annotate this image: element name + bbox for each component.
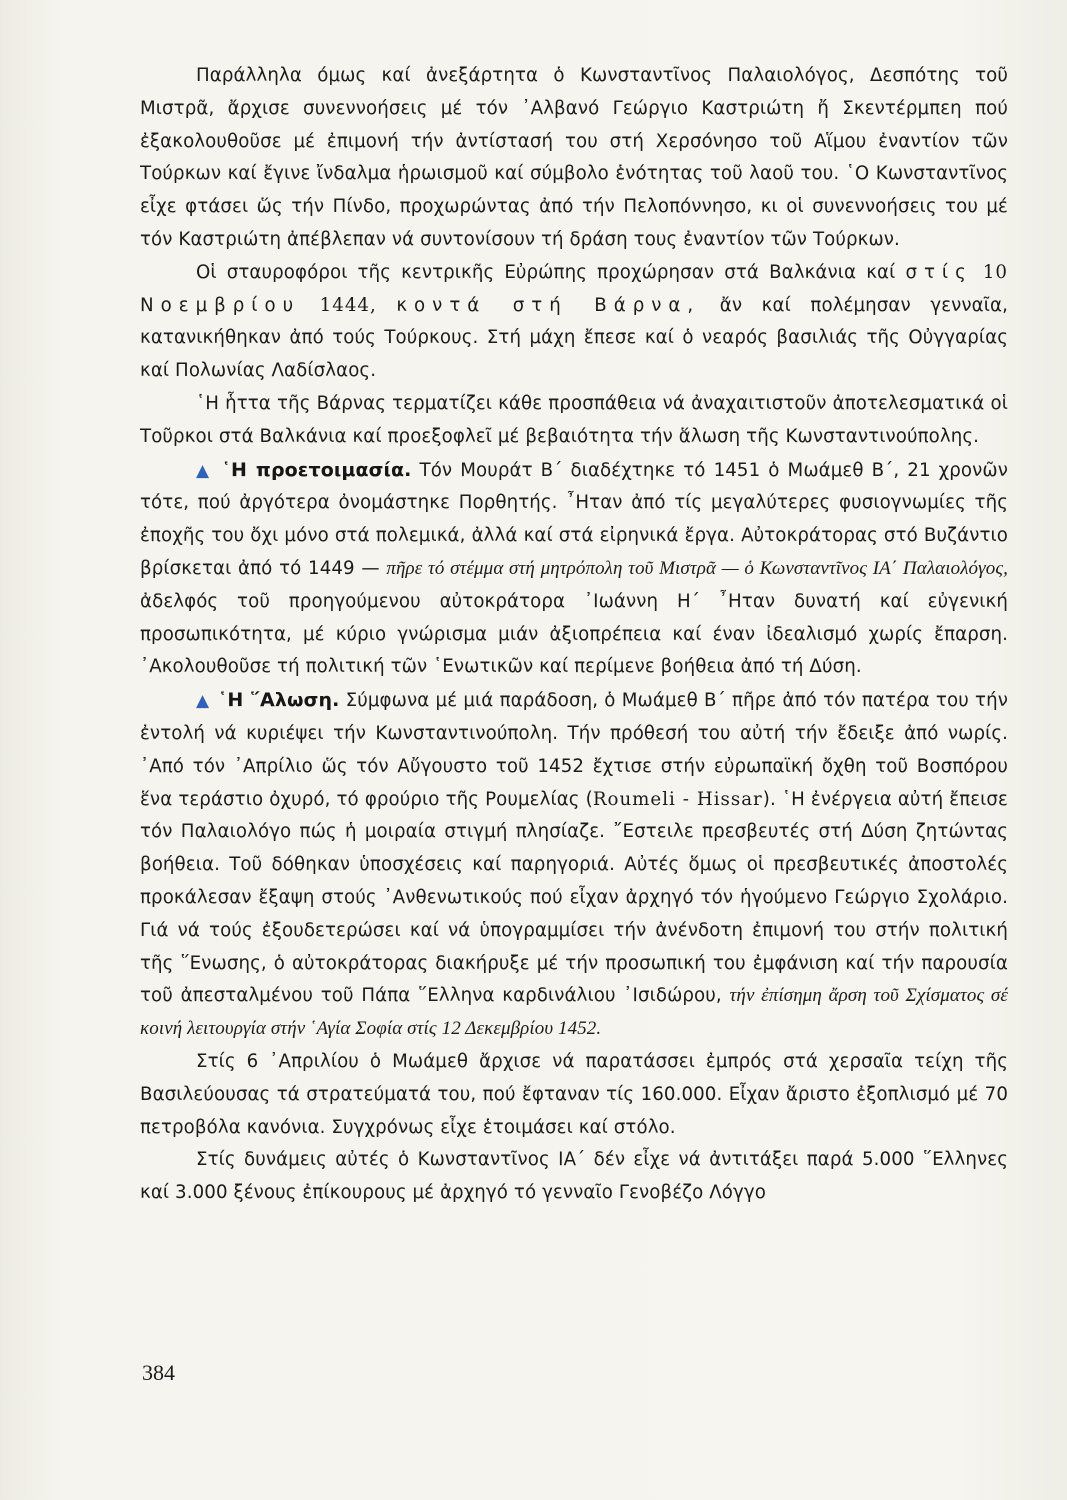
fall-italic: τήν ἐπίσημη ἄρση τοῦ Σχίσματος σέ κοινή λειτουργία στήν ῾Αγία Σοφία στίς 12 Δεκεμβρίου 1452. — [140, 985, 1008, 1040]
preparation-text-a: Τόν Μουράτ Β΄ διαδέχτηκε τό 1451 ὁ Μωάμεθ Β΄, 21 χρονῶν τότε, πού ἀργότερα ὀνομάστηκε Πορθητής. ῏Ηταν ἀπό τίς μεγαλύτερες φυσιογνωμίες τῆς ἐποχῆς του ὄχι μόνο στά πολεμικά, ἀλλά καί στά εἰρηνικά ἔργα. Αὐτοκράτορας στό Βυζάντιο βρίσκεται ἀπό τό 1449 — — [140, 459, 1008, 579]
spaced-word-noemvriou: Νοεμβρίου — [140, 294, 301, 316]
fall-roumeli-hissar: Roumeli - Hissar — [592, 788, 763, 810]
fall-text-b: ). ῾Η ἐνέργεια αὐτή ἔπεισε τόν Παλαιολόγο πώς ἡ μοιραία στιγμή πλησίαζε. ῎Εστειλε πρεσβευτές στή Δύση ζητώντας βοήθεια. Τοῦ δόθηκαν ὑποσχέσεις καί παρηγοριά. Αὐτές ὅμως οἱ πρεσβευτικές ἀποστολές προκάλεσαν ἔξαψη στούς ᾿Ανθενωτικούς πού εἶχαν ἀρχηγό τόν ἡγούμενο Γεώργιο Σχολάριο. Γιά νά τούς ἐξουδετερώσει καί νά ὑπογραμμίσει τήν ἀνένδοτη ἐπιμονή του στήν πολιτική τῆς ῞Ενωσης, ὁ αὐτοκράτορας διακήρυξε μέ τήν προσωπική του ἐμφάνιση καί τήν παρουσία τοῦ ἀπεσταλμένου τοῦ Πάπα ῞Ελληνα καρδινάλιου ᾿Ισιδώρου, — [140, 788, 1008, 1007]
section-preparation — [140, 454, 1008, 685]
spaced-word-stis: στίς — [905, 261, 973, 283]
intro-paragraph-1: Παράλληλα όμως καί ἀνεξάρτητα ὁ Κωνσταντῖνος Παλαιολόγος, Δεσπότης τοῦ Μιστρᾶ, ἄρχισε συνεννοήσεις μέ τόν ᾿Αλβανό Γεώργιο Καστριώτη ἤ Σκεντέρμπεη πού ἐξακολουθοῦσε μέ ἐπιμονή τήν ἀντίστασή του στή Χερσόνησο τοῦ Αἵμου ἐναντίον τῶν Τούρκων καί ἔγινε ἴνδαλμα ἡρωισμοῦ καί σύμβολο ἑνότητας τοῦ λαοῦ του. ῾Ο Κωνσταντῖνος εἶχε φτάσει ὥς τήν Πίνδο, προχωρώντας ἀπό τήν Πελοπόννησο, κι οἱ συνεννοήσεις του μέ τόν Καστριώτη ἀπέβλεπαν νά συντονίσουν τή δράση τους ἐναντίον τῶν Τούρκων. — [140, 65, 1008, 250]
fall-text-a: Σύμφωνα μέ μιά παράδοση, ὁ Μωάμεθ Β΄ πῆρε ἀπό τόν πατέρα του τήν ἐντολή νά κυριέψει τήν Κωνσταντινούπολη. Τήν πρόθεσή του αὐτή τήν ἔδειξε ἀπό νωρίς. ᾿Από τόν ᾿Απρίλιο ὥς τόν Αὔγουστο τοῦ 1452 ἔχτισε στήν εὐρωπαϊκή ὄχθη τοῦ Βοσπόρου ἕνα τεράστιο ὀχυρό, τό φρούριο τῆς Ρουμελίας ( — [140, 690, 1008, 810]
section-heading-preparation: ῾Η προετοιμασία. — [221, 458, 412, 481]
preparation-italic: πῆρε τό στέμμα στή μητρόπολη τοῦ Μιστρᾶ — ὁ Κωνσταντῖνος ΙΑ΄ Παλαιολόγος, — [386, 557, 1008, 579]
triangle-marker-icon: ▲ — [196, 691, 210, 712]
text-column — [140, 60, 1008, 1210]
page-number: 384 — [142, 1360, 175, 1385]
triangle-marker-icon: ▲ — [196, 460, 212, 481]
fall-paragraph-3: Στίς δυνάμεις αὐτές ὁ Κωνσταντῖνος ΙΑ΄ δέν εἶχε νά ἀντιτάξει παρά 5.000 ῞Ελληνες καί 3.000 ξένους ἐπίκουρους μέ ἀρχηγό τό γενναῖο Γενοβέζο Λόγγο — [140, 1149, 1008, 1204]
spaced-phrase-varna: κοντά στή Βάρνα, — [396, 294, 701, 316]
preparation-text-b: ἀδελφός τοῦ προηγούμενου αὐτοκράτορα ᾿Ιωάννη Η΄ ῏Ηταν δυνατή καί εὐγενική προσωπικότητα, μέ κύριο γνώρισμα μιάν ἀξιοπρέπεια καί έναν ἰδεαλισμό χωρίς ἔπαρση. ᾿Ακολουθοῦσε τή πολιτική τῶν ῾Ενωτικῶν καί περίμενε βοήθεια ἀπό τή Δύση. — [140, 590, 1008, 678]
crusaders-sentence-end: ἄν καί πολέμησαν γενναῖα, κατανικήθηκαν ἀπό τούς Τούρκους. Στή μάχη ἔπεσε καί ὁ νεαρός βασιλιάς τῆς Οὐγγαρίας καί Πολωνίας Λαδίσλαος. — [140, 294, 1008, 382]
fall-paragraph-2: Στίς 6 ᾿Απριλίου ὁ Μωάμεθ ἄρχισε νά παρατάσσει ἐμπρός στά χερσαῖα τείχη τῆς Βασιλεύουσας τά στρατεύματά του, πού ἔφταναν τίς 160.000. Εἶχαν ἄριστο ἐξοπλισμό μέ 70 πετροβόλα κανόνια. Συγχρόνως εἶχε ἑτοιμάσει καί στόλο. — [140, 1050, 1008, 1138]
date-day: 10 — [982, 261, 1009, 283]
crusaders-sentence-start: Οἱ σταυροφόροι τῆς κεντρικῆς Εὐρώπης προχώρησαν στά Βαλκάνια καί — [196, 261, 896, 283]
intro-paragraph-3: ῾Η ἧττα τῆς Βάρνας τερματίζει κάθε προσπάθεια νά ἀναχαιτιστοῦν ἀποτελεσματικά οἱ Τοῦρκοι στά Βαλκάνια καί προεξοφλεῖ μέ βεβαιότητα τήν ἅλωση τῆς Κωνσταντινούπολης. — [140, 392, 1008, 447]
section-fall — [140, 684, 1008, 1046]
section-heading-fall: ῾Η ῞Αλωση. — [217, 689, 340, 712]
intro-paragraph-2 — [140, 257, 1008, 388]
date-year: 1444, — [319, 294, 377, 316]
